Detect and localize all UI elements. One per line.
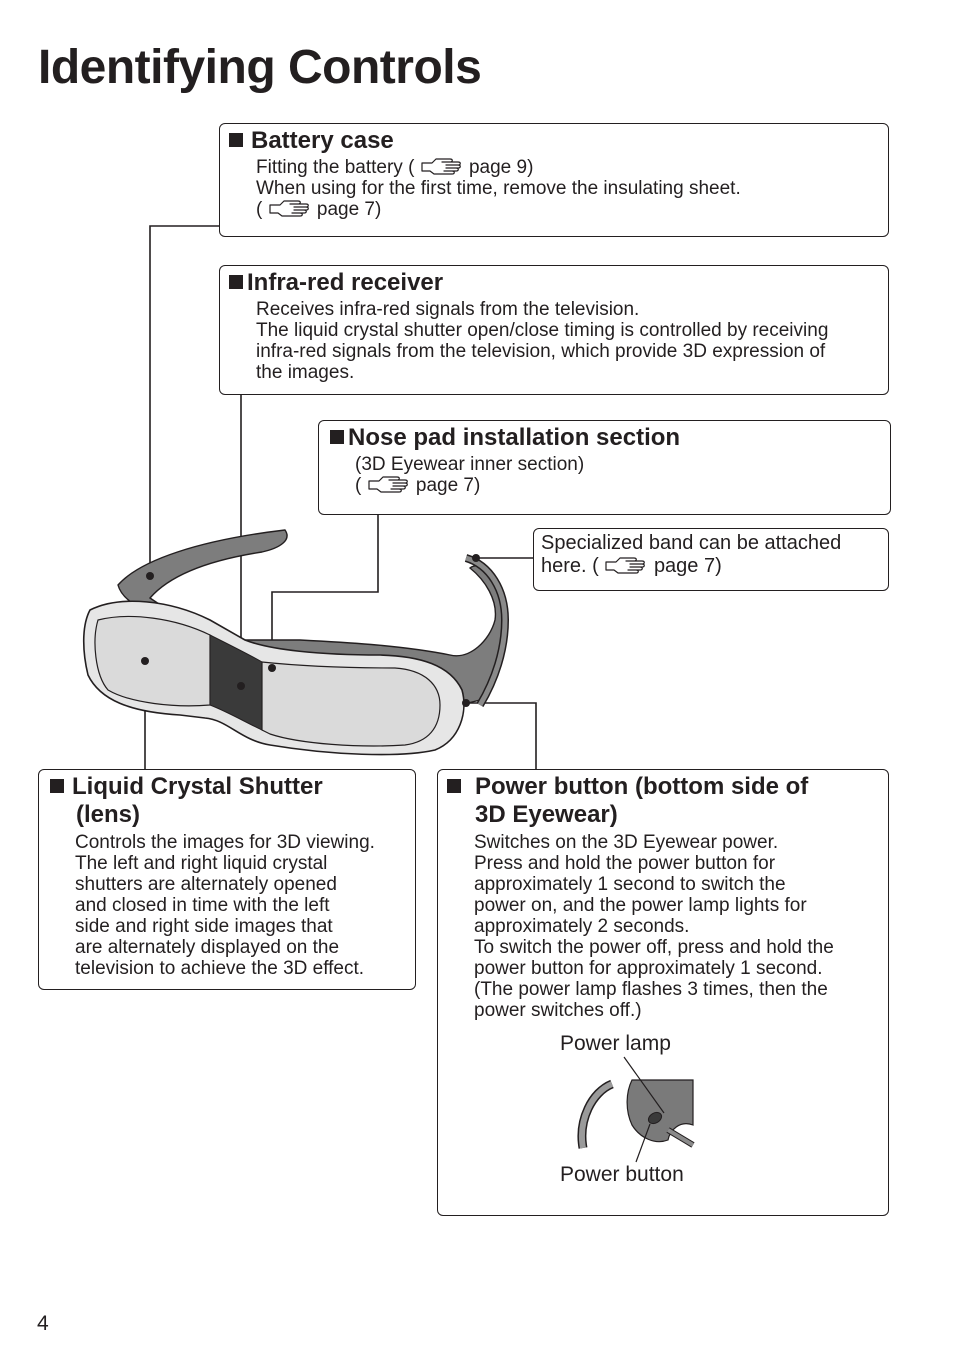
liquid-crystal-shutter-heading: Liquid Crystal Shutter (lens)	[50, 773, 426, 829]
band-callout	[533, 528, 889, 591]
page-title: Identifying Controls	[38, 41, 482, 94]
power-button-heading: Power button (bottom side of 3D Eyewear)	[447, 773, 897, 829]
nose-pad-callout	[318, 420, 891, 515]
infrared-receiver-text: Receives infra-red signals from the television. The liquid crystal shutter open/close timing is controlled by receiving infra-red signals from the television, which provide 3D expression of the images.	[256, 299, 829, 383]
power-button-text: Switches on the 3D Eyewear power. Press and hold the power button for approximately 1 second to switch the power on, and the power lamp lights for approximately 2 seconds. To switch the power off, press and hold the power button for approximately 1 second. (The power lamp flashes 3 times, then the power switches off.)	[474, 832, 834, 1021]
battery-case-heading: Battery case	[229, 127, 897, 155]
nose-pad-heading: Nose pad installation section	[330, 424, 901, 452]
nose-pad-text: (3D Eyewear inner section) ( page 7)	[355, 454, 585, 496]
liquid-crystal-shutter-callout	[38, 769, 416, 990]
power-button-label: Power button	[560, 1163, 684, 1186]
infrared-receiver-heading: Infra-red receiver	[229, 269, 897, 297]
power-button-callout	[437, 769, 889, 1216]
pointing-hand-reference-icon	[604, 556, 648, 574]
bullet-square-icon	[229, 275, 243, 289]
bullet-square-icon	[229, 133, 243, 147]
pointing-hand-reference-icon	[420, 157, 464, 175]
bullet-square-icon	[330, 430, 344, 444]
battery-case-text: Fitting the battery ( page 9) When using for the first time, remove the insulating sheet. ( page 7)	[256, 157, 741, 220]
bullet-square-icon	[50, 779, 64, 793]
bullet-square-icon	[447, 779, 461, 793]
page-number: 4	[37, 1312, 49, 1335]
battery-case-callout	[219, 123, 889, 237]
right-lens	[262, 662, 440, 746]
left-lens	[95, 616, 210, 705]
liquid-crystal-shutter-text: Controls the images for 3D viewing. The left and right liquid crystal shutters are alternately opened and closed in time with the left side and right side images that are alternately displayed on the television to achieve the 3D effect.	[75, 832, 375, 979]
pointing-hand-reference-icon	[367, 475, 411, 493]
infrared-receiver-callout	[219, 265, 889, 395]
pointing-hand-reference-icon	[268, 199, 312, 217]
power-lamp-label: Power lamp	[560, 1032, 671, 1055]
band-text: Specialized band can be attached here. ( page 7)	[541, 532, 842, 577]
